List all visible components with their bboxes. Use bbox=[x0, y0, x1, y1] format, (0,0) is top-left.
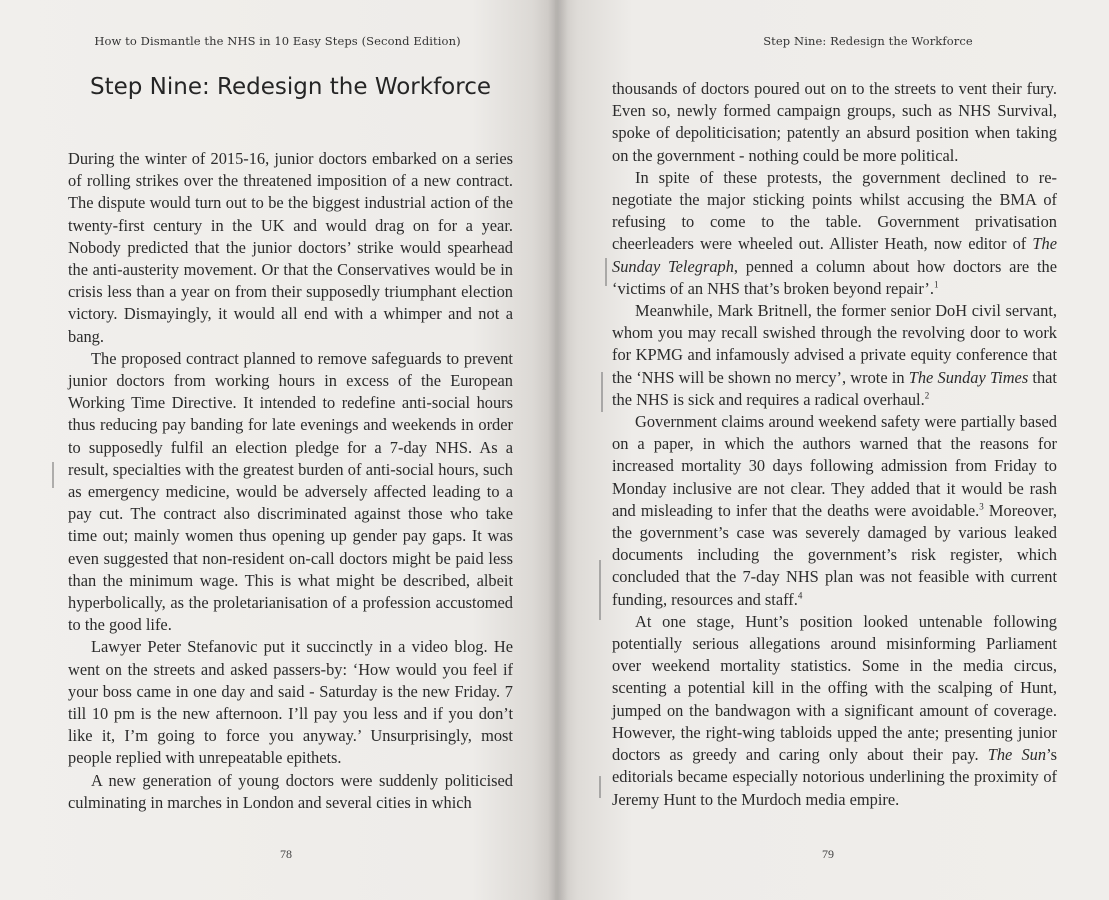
chapter-title: Step Nine: Redesign the Workforce bbox=[90, 74, 491, 100]
text-run: Government claims around weekend safety were partially based on a paper, in which the authors warned that the reasons for increased mortality 30 days following admission from Friday to Monday inclusive are not clear. They added that it would be rash and misleading to infer that the deaths were avoidable. bbox=[612, 412, 1057, 520]
right-paragraph-2 bbox=[612, 167, 1057, 300]
margin-mark bbox=[599, 560, 601, 620]
left-page-body bbox=[68, 148, 513, 814]
left-paragraph-1: During the winter of 2015-16, junior doctors embarked on a series of rolling strikes over the threatened imposition of a new contract. The dispute would turn out to be the biggest industrial action of the twenty-first century in the UK and would drag on for a year. Nobody predicted that the junior doctors’ strike would spearhead the anti-austerity movement. Or that the Conservatives would be in crisis less than a year on from their supposedly triumphant election victory. Dismayingly, it would all end with a whimper and not a bang. bbox=[68, 149, 513, 346]
footnote-marker: 2 bbox=[924, 390, 930, 401]
text-run: Moreover, the government’s case was severely damaged by various leaked documents including the government’s risk register, which concluded that the 7-day NHS plan was not feasible with current funding, resources and staff. bbox=[612, 500, 1057, 609]
right-paragraph-3 bbox=[612, 300, 1057, 411]
text-run: , penned a column about how doctors are the ‘victims of an NHS that’s broken beyond repair’. bbox=[612, 256, 1057, 298]
margin-mark bbox=[601, 372, 603, 412]
right-page-number: 79 bbox=[822, 847, 834, 861]
right-paragraph-1: thousands of doctors poured out on to the streets to vent their fury. Even so, newly formed campaign groups, such as NHS Survival, spoke of depoliticisation; patently an absurd position when taking on the government - nothing could be more political. bbox=[612, 79, 1057, 165]
right-page-body bbox=[612, 78, 1057, 811]
right-paragraph-5 bbox=[612, 611, 1057, 811]
italic-title: The Sun bbox=[987, 745, 1047, 765]
left-paragraph-2: The proposed contract planned to remove safeguards to prevent junior doctors from working hours in excess of the European Working Time Directive. It intended to redefine anti-social hours thus reducing pay banding for late evenings and weekends in order to supposedly fulfil an election pledge for a 7-day NHS. As a result, specialties with the greatest burden of anti-social hours, such as emergency medicine, would be adversely affected leading to a pay cut. The contract also discriminated against those who take time out; mainly women thus opening up gender pay gaps. It was even suggested that non-resident on-call doctors might be paid less than the minimum wage. This is what might be described, albeit hyperbolically, as the proletarianisation of a profession accustomed to the good life. bbox=[68, 348, 513, 635]
left-page-number: 78 bbox=[280, 847, 292, 861]
margin-mark bbox=[605, 258, 607, 286]
text-run: At one stage, Hunt’s position looked untenable following potentially serious allegations around misinforming Parliament over weekend mortality statistics. Some in the media circus, scenting a potential kill in the offing with the scalping of Hunt, jumped on the bandwagon with a significant amount of coverage. However, the right-wing tabloids upped the ante; presenting junior doctors as greedy and caring only about their pay. bbox=[612, 611, 1057, 765]
right-running-head: Step Nine: Redesign the Workforce bbox=[763, 34, 973, 48]
margin-mark bbox=[599, 776, 601, 798]
text-run: ’s editorials became especially notorious underlining the proximity of Jeremy Hunt to the Murdoch media empire. bbox=[612, 745, 1057, 809]
margin-mark bbox=[52, 462, 54, 488]
text-run: Meanwhile, Mark Britnell, the former senior DoH civil servant, whom you may recall swished through the revolving door to work for KPMG and infamously advised a private equity conference that the ‘NHS will be shown no mercy’, wrote in bbox=[612, 301, 1057, 387]
footnote-marker: 3 bbox=[979, 501, 984, 512]
left-paragraph-3: Lawyer Peter Stefanovic put it succinctly in a video blog. He went on the streets and asked passers-by: ‘How would you feel if your boss came in one day and said - Saturday is the new Friday. 7 till 10 pm is the new afternoon. I’ll pay you less and if you don’t like it, I’m going to force you anyway.’ Unsurprisingly, most people replied with unrepeatable epithets. bbox=[68, 637, 513, 768]
left-paragraph-4: A new generation of young doctors were suddenly politicised culminating in marches in London and several cities in which bbox=[68, 770, 513, 812]
text-run: In spite of these protests, the government declined to re-negotiate the major sticking points whilst accusing the BMA of refusing to come to the table. Government privatisation cheerleaders were wheeled out. Allister Heath, now editor of bbox=[612, 167, 1057, 254]
footnote-marker: 1 bbox=[933, 279, 939, 290]
footnote-marker: 4 bbox=[797, 590, 803, 601]
left-running-head: How to Dismantle the NHS in 10 Easy Steps (Second Edition) bbox=[94, 34, 461, 48]
right-paragraph-4 bbox=[612, 411, 1057, 611]
italic-title: The Sunday Times bbox=[908, 367, 1029, 387]
text-run: that the NHS is sick and requires a radical overhaul. bbox=[612, 367, 1057, 409]
italic-title: The Sunday Telegraph bbox=[612, 234, 1057, 276]
